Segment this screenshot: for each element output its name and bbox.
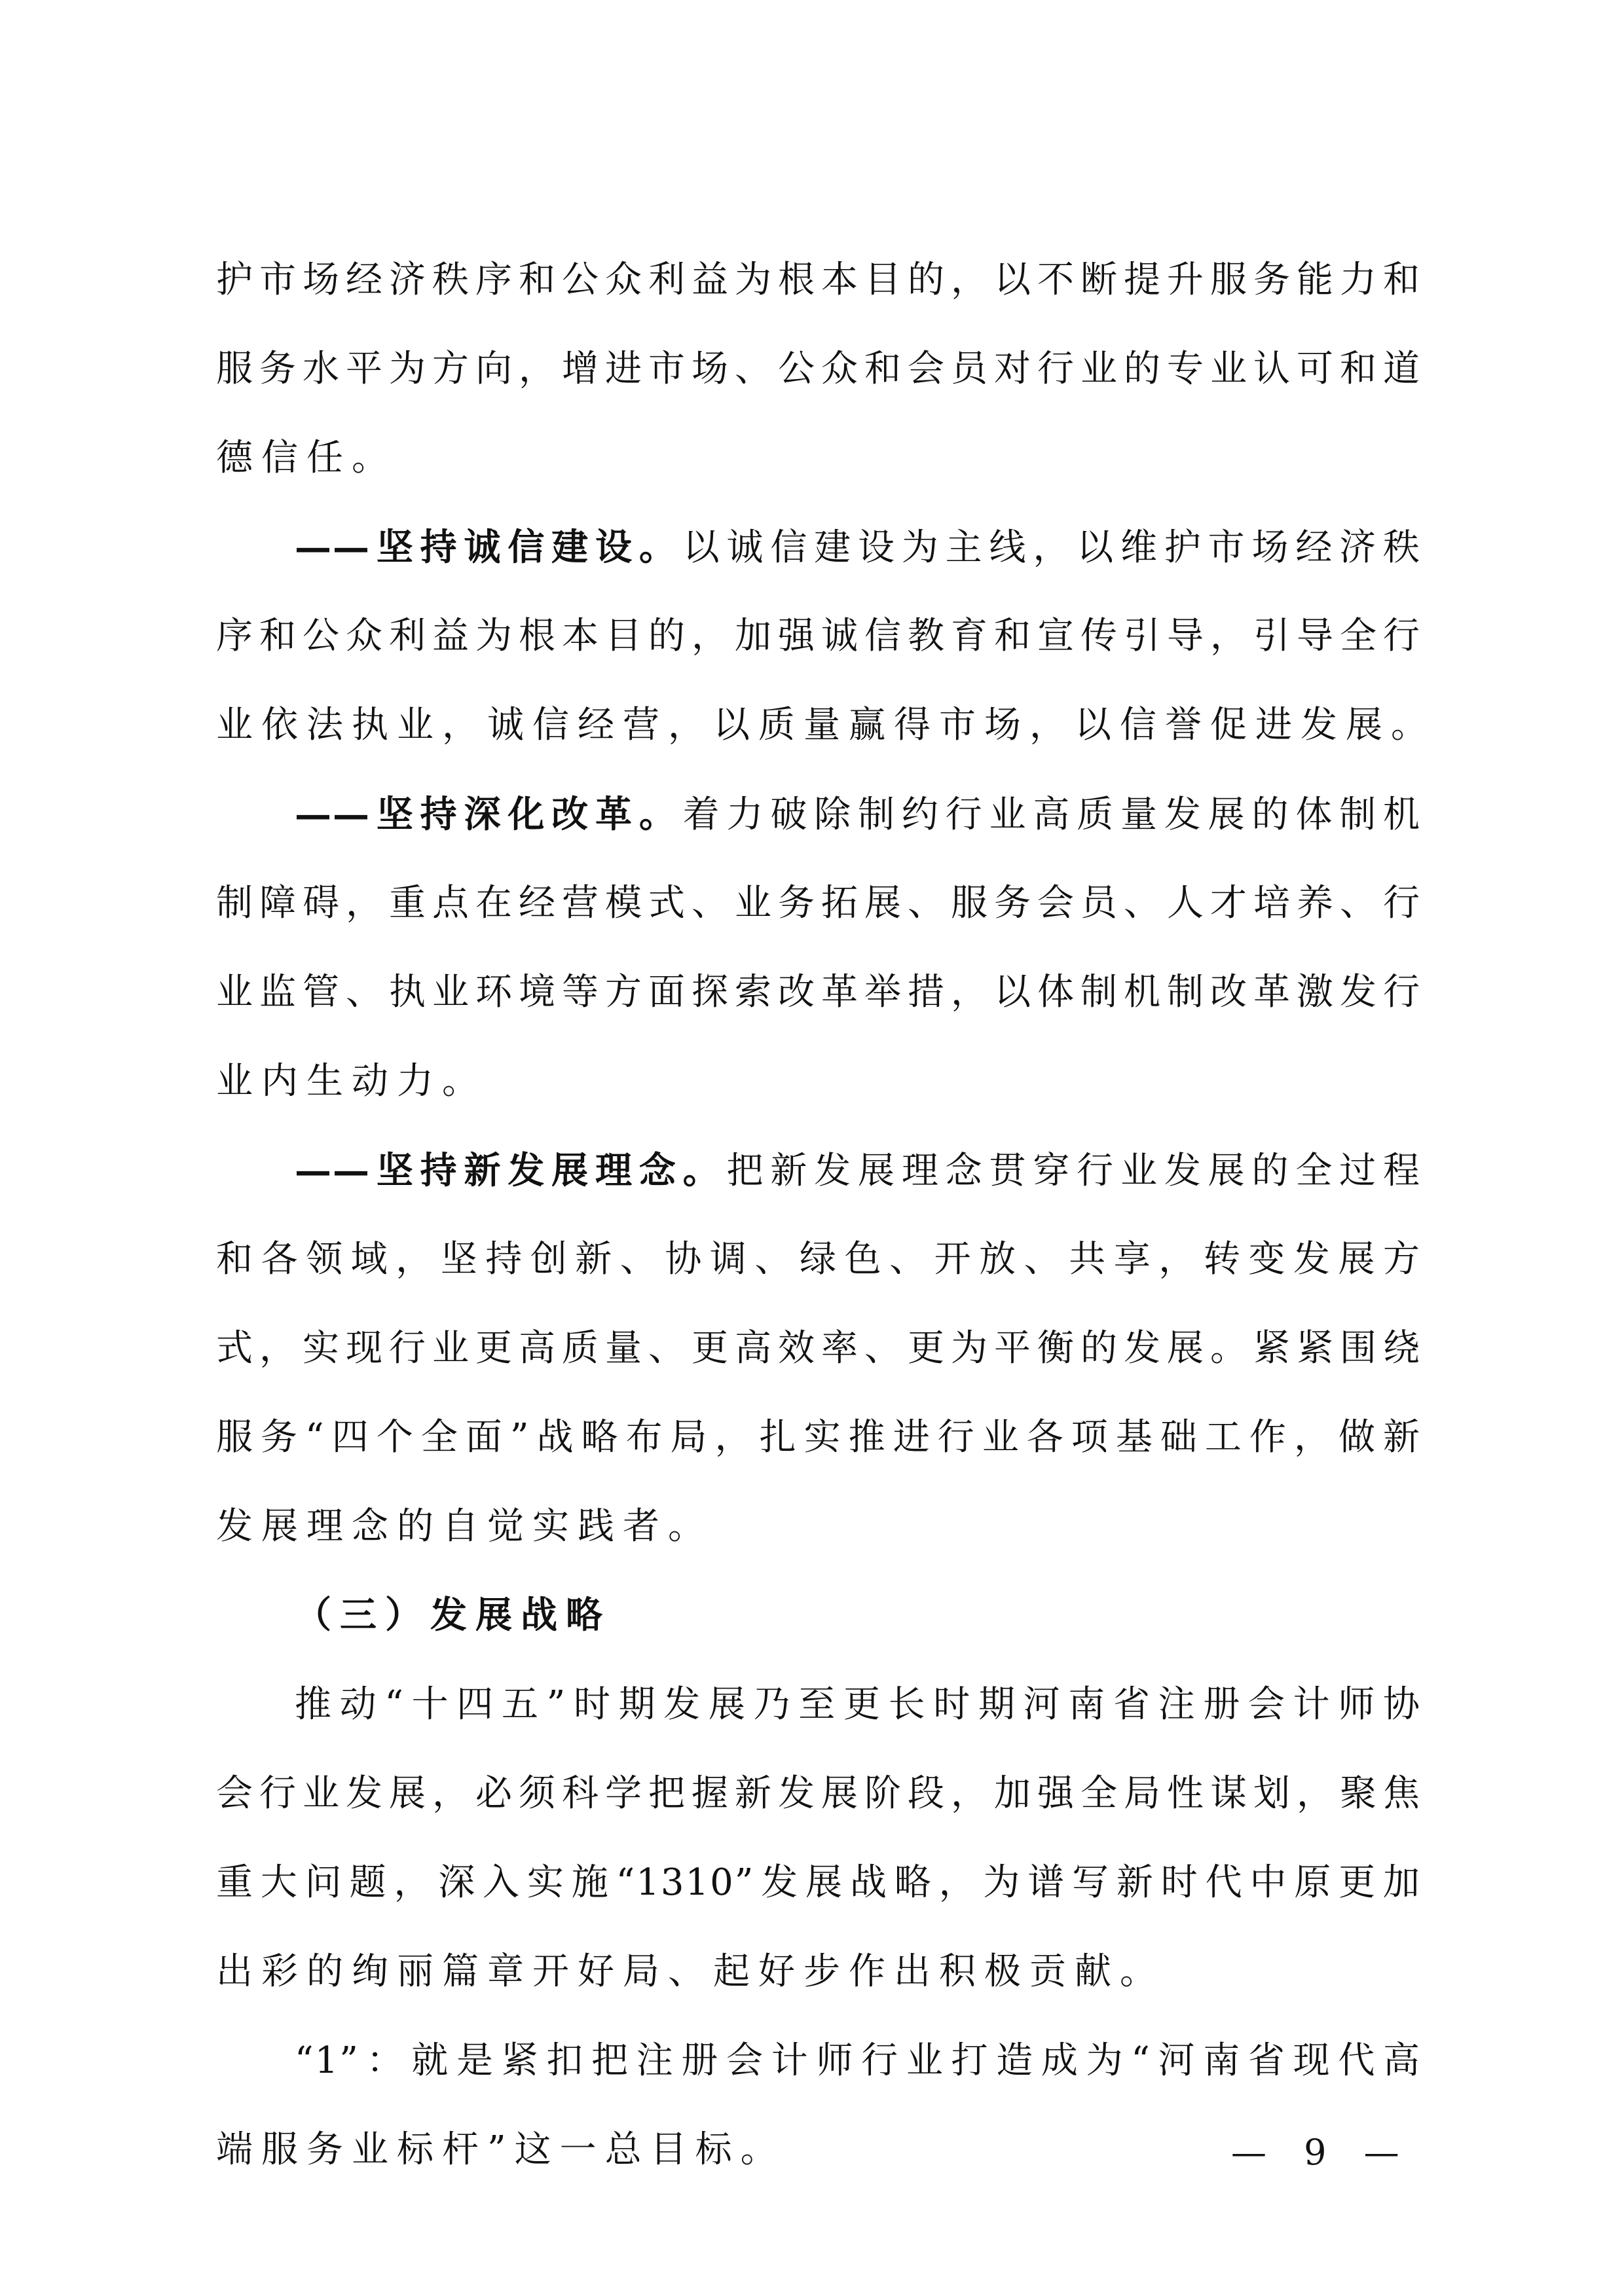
text-line: “1”：就是紧扣把注册会计师行业打造成为“河南省现代高 bbox=[295, 2039, 1421, 2082]
text-line: 制障碍，重点在经营模式、业务拓展、服务会员、人才培养、行 bbox=[216, 882, 1421, 924]
principle-integrity bbox=[295, 524, 1421, 570]
principle-text: 着力破除制约行业高质量发展的体制机 bbox=[682, 793, 1422, 836]
principle-title: ——坚持深化改革。 bbox=[295, 793, 683, 836]
text-line: 序和公众利益为根本目的，加强诚信教育和宣传引导，引导全行 bbox=[216, 615, 1421, 657]
text-line: 和各领域，坚持创新、协调、绿色、开放、共享，转变发展方 bbox=[216, 1238, 1421, 1281]
text-line: 业监管、执业环境等方面探索改革举措，以体制机制改革激发行 bbox=[216, 971, 1421, 1013]
text-line: 端服务业标杆”这一总目标。 bbox=[216, 2128, 786, 2171]
section-heading: （三）发展战略 bbox=[295, 1594, 611, 1637]
principle-text: 把新发展理念贯穿行业发展的全过程 bbox=[726, 1150, 1421, 1192]
text-line: 会行业发展，必须科学把握新发展阶段，加强全局性谋划，聚焦 bbox=[216, 1772, 1421, 1815]
text-line: 服务水平为方向，增进市场、公众和会员对行业的专业认可和道 bbox=[216, 348, 1421, 390]
principle-new-concept bbox=[295, 1148, 1421, 1194]
principle-title: ——坚持新发展理念。 bbox=[295, 1149, 727, 1192]
text-line: 服务“四个全面”战略布局，扎实推进行业各项基础工作，做新 bbox=[216, 1416, 1421, 1459]
text-line: 护市场经济秩序和公众利益为根本目的，以不断提升服务能力和 bbox=[216, 259, 1421, 301]
text-line: 发展理念的自觉实践者。 bbox=[216, 1505, 713, 1548]
principle-reform bbox=[295, 792, 1421, 837]
text-line: 式，实现行业更高质量、更高效率、更为平衡的发展。紧紧围绕 bbox=[216, 1327, 1421, 1370]
text-line: 推动“十四五”时期发展乃至更长时期河南省注册会计师协 bbox=[295, 1683, 1421, 1726]
page-number: — 9 — bbox=[1231, 2132, 1412, 2173]
principle-title: ——坚持诚信建设。 bbox=[295, 526, 683, 569]
text-line: 业依法执业，诚信经营，以质量赢得市场，以信誉促进发展。 bbox=[216, 704, 1436, 746]
text-line: 重大问题，深入实施“1310”发展战略，为谱写新时代中原更加 bbox=[216, 1861, 1421, 1904]
text-line: 出彩的绚丽篇章开好局、起好步作出积极贡献。 bbox=[216, 1950, 1165, 1993]
text-line: 业内生动力。 bbox=[216, 1060, 487, 1102]
text-line: 德信任。 bbox=[216, 437, 397, 479]
principle-text: 以诚信建设为主线，以维护市场经济秩 bbox=[682, 526, 1422, 569]
